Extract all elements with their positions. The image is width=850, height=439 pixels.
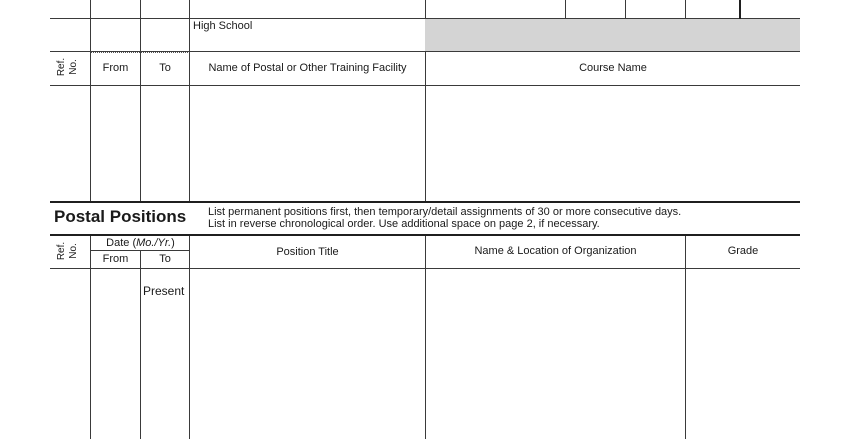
top-col-rule-8 — [739, 0, 741, 19]
postal-organization-field[interactable] — [426, 269, 685, 439]
postal-date-header — [91, 237, 190, 250]
postal-from-header: From — [102, 253, 129, 265]
training-from-field[interactable] — [91, 86, 140, 201]
training-course-field[interactable] — [426, 86, 800, 201]
high-school-label: High School — [193, 20, 253, 32]
postal-ref-field[interactable] — [50, 269, 90, 439]
postal-col-rule-to — [140, 250, 141, 439]
training-to-field[interactable] — [141, 86, 189, 201]
training-from-header: From — [102, 62, 129, 74]
postal-present-value: Present — [143, 284, 185, 298]
top-col-rule-4 — [425, 0, 426, 19]
postal-position-title-header: Position Title — [276, 246, 339, 258]
postal-positions-title: Postal Positions — [54, 207, 187, 226]
training-ref-field[interactable] — [50, 86, 90, 201]
postal-date-header-prefix: Date ( — [106, 237, 137, 249]
top-col-rule-7 — [685, 0, 686, 19]
postal-ref-no-header: Ref. No. — [56, 241, 79, 261]
postal-grade-field[interactable] — [686, 269, 800, 439]
top-col-rule-5 — [565, 0, 566, 19]
training-ref-no-header: Ref. No. — [56, 57, 79, 77]
top-col-rule-6 — [625, 0, 626, 19]
postal-date-header-italic: Mo./Yr. — [136, 237, 172, 249]
postal-positions-instruction-2: List in reverse chronological order. Use additional space on page 2, if necessary. — [208, 218, 600, 230]
postal-to-header: To — [159, 253, 171, 265]
postal-date-header-suffix: ) — [171, 237, 175, 249]
postal-positions-top-rule — [50, 201, 800, 203]
high-school-to-field[interactable] — [141, 19, 189, 51]
high-school-from-field[interactable] — [91, 19, 140, 51]
postal-position-title-field[interactable] — [190, 269, 425, 439]
training-facility-field[interactable] — [190, 86, 425, 201]
training-course-header: Course Name — [579, 62, 647, 74]
shaded-area — [425, 19, 800, 51]
postal-positions-instruction-1: List permanent positions first, then temporary/detail assignments of 30 or more consecutive days. — [208, 206, 682, 218]
postal-organization-header: Name & Location of Organization — [474, 245, 637, 257]
training-facility-header: Name of Postal or Other Training Facility — [208, 62, 407, 74]
postal-grade-header: Grade — [727, 245, 759, 257]
postal-from-field[interactable] — [91, 269, 140, 439]
top-col-rule-3 — [189, 0, 190, 51]
training-to-header: To — [159, 62, 171, 74]
